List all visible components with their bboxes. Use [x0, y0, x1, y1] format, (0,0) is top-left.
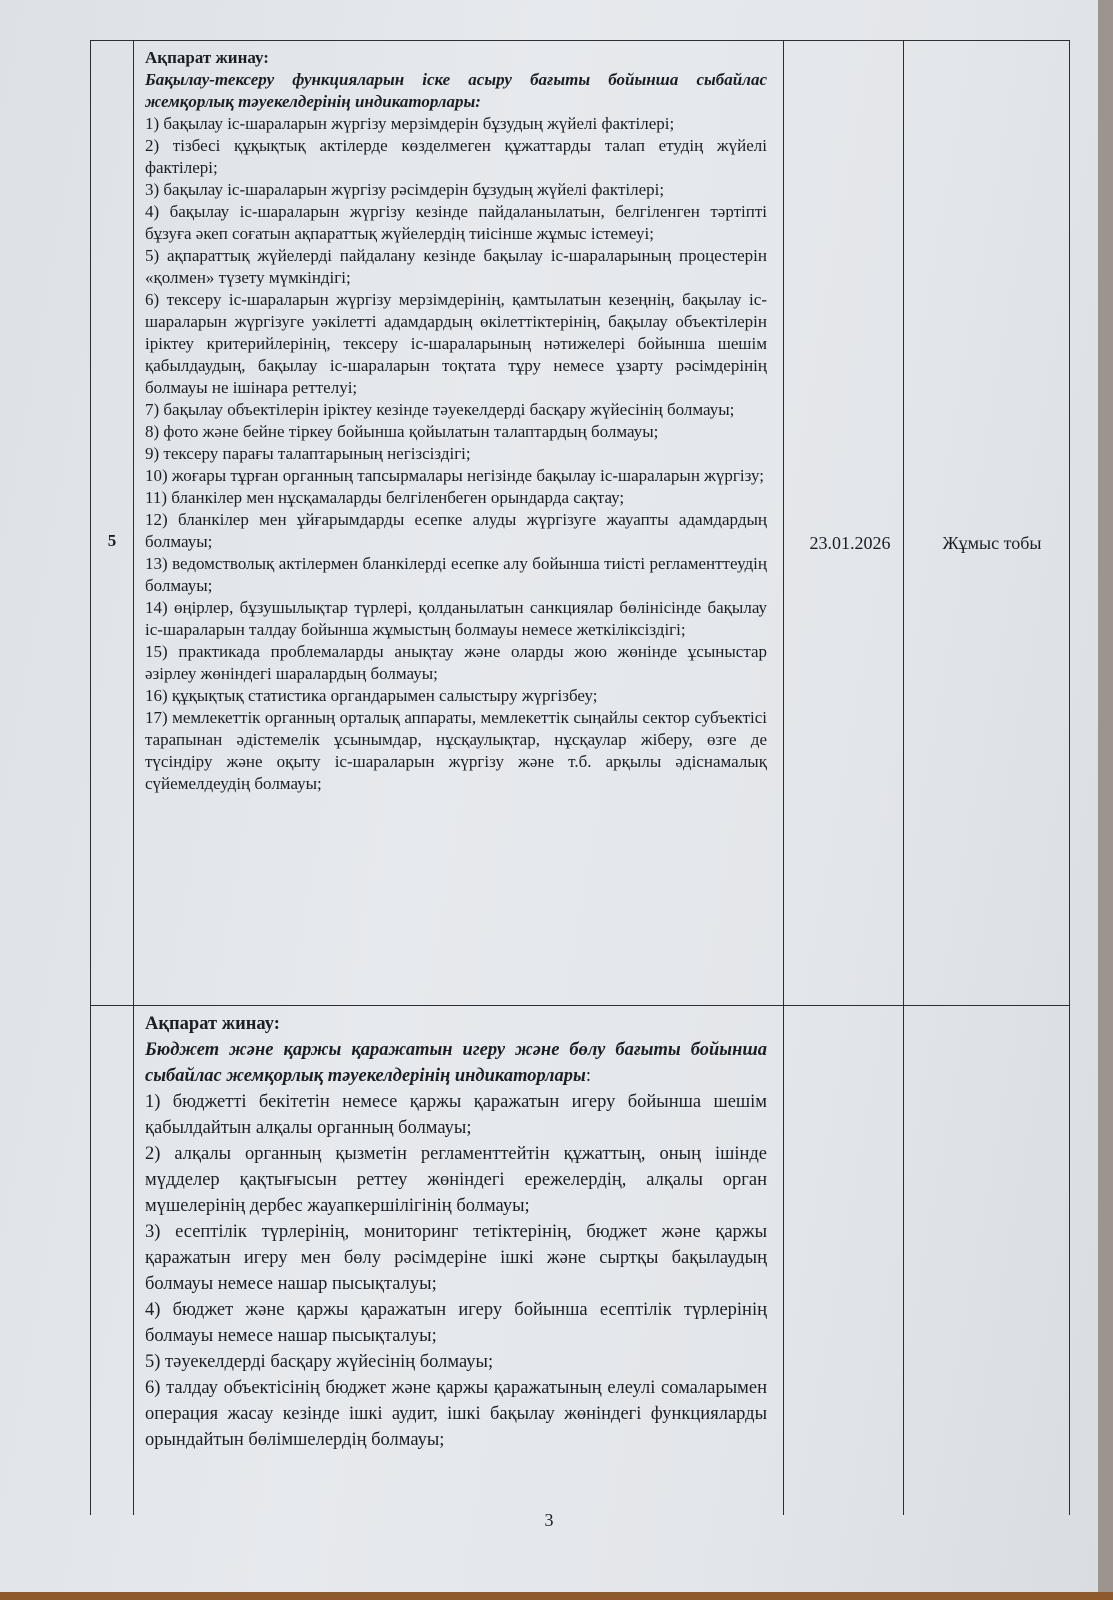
- indicator-item: 4) бақылау іс-шараларын жүргізу кезінде пайдаланылатын, белгіленген тәртіпті бұзуға әкеп соғатын ақпараттық жүйелердің тиісінше жұмыс істемеуі;: [145, 202, 767, 243]
- indicator-item: 17) мемлекеттік органның орталық аппараты, мемлекеттік сыңайлы сектор субъектісі тарапынан әдістемелік ұсынымдар, нұсқаулықтар, нұсқаулар жіберу, өзге де түсіндіру және оқыту іс-шараларын жүргізу және т.б. арқылы әдіснамалық сүйемелдеудің болмауы;: [145, 708, 767, 793]
- indicator-item: 2) алқалы органның қызметін регламенттейтін құжаттың, оның ішінде мүдделер қақтығысын реттеу жөніндегі ережелердің, алқалы орган мүшелерінің дербес жауапкершілігінің болмауы;: [145, 1144, 767, 1216]
- row5-indicator-list: [145, 113, 767, 795]
- indicator-item: 12) бланкілер мен ұйғарымдарды есепке алуды жүргізуге жауапты адамдардың болмауы;: [145, 510, 767, 551]
- row6-subheading-colon: :: [585, 1066, 591, 1086]
- page-number: 3: [544, 1510, 554, 1530]
- row5-heading: Ақпарат жинау:: [145, 48, 269, 67]
- row6-subheading: Бюджет және қаржы қаражатын игеру және бөлу бағыты бойынша сыбайлас жемқорлық тәуекелдерінің индикаторлары: [145, 1040, 767, 1086]
- row-divider: [91, 1005, 1069, 1006]
- indicator-item: 15) практикада проблемаларды анықтау және оларды жою жөнінде ұсыныстар әзірлеу жөніндегі шаралардың болмауы;: [145, 642, 767, 683]
- row6-heading: Ақпарат жинау:: [145, 1014, 280, 1034]
- indicator-item: 10) жоғары тұрған органның тапсырмалары негізінде бақылау іс-шараларын жүргізу;: [145, 466, 764, 485]
- indicator-item: 1) бюджетті бекітетін немесе қаржы қаражатын игеру бойынша шешім қабылдайтын алқалы органның болмауы;: [145, 1092, 767, 1138]
- indicator-item: 5) тәуекелдерді басқару жүйесінің болмауы;: [145, 1352, 494, 1372]
- row6-indicator-list: [145, 1089, 767, 1453]
- indicator-item: 8) фото және бейне тіркеу бойынша қойылатын талаптардың болмауы;: [145, 422, 659, 441]
- indicator-item: 14) өңірлер, бұзушылықтар түрлері, қолданылатын санкциялар бөлінісінде бақылау іс-шараларын талдау бойынша жұмыстың болмауы немесе жеткіліксіздігі;: [145, 598, 767, 639]
- indicator-item: 6) талдау объектісінің бюджет және қаржы қаражатының елеулі сомаларымен операция жасау кезінде ішкі аудит, ішкі бақылау жөніндегі функцияларды орындайтын бөлімшелердің болмауы;: [145, 1378, 767, 1450]
- column-divider: [903, 41, 904, 1515]
- desk-edge: [0, 1592, 1113, 1600]
- indicator-item: 2) тізбесі құқықтық актілерде көзделмеген құжаттарды талап етудің жүйелі фактілері;: [145, 136, 767, 177]
- indicator-item: 3) есептілік түрлерінің, мониторинг тетіктерінің, бюджет және қаржы қаражатын игеру мен бөлу рәсімдеріне ішкі және сыртқы бақылаудың болмауы немесе нашар пысықталуы;: [145, 1222, 767, 1294]
- indicator-item: 16) құқықтық статистика органдарымен салыстыру жүргізбеу;: [145, 686, 598, 705]
- indicator-item: 7) бақылау объектілерін іріктеу кезінде тәуекелдерді басқару жүйесінің болмауы;: [145, 400, 735, 419]
- row6-content: [145, 1011, 767, 1453]
- indicator-item: 5) ақпараттық жүйелерді пайдалану кезінде бақылау іс-шараларының процестерін «қолмен» түзету мүмкіндігі;: [145, 246, 767, 287]
- column-divider: [133, 41, 134, 1515]
- indicator-item: 11) бланкілер мен нұсқамаларды белгіленбеген орындарда сақтау;: [145, 488, 625, 507]
- deadline-date: 23.01.2026: [809, 533, 891, 553]
- indicator-item: 9) тексеру парағы талаптарының негізсіздігі;: [145, 444, 471, 463]
- indicator-item: 4) бюджет және қаржы қаражатын игеру бойынша есептілік түрлерінің болмауы немесе нашар пысықталуы;: [145, 1300, 767, 1346]
- row5-subheading: Бақылау-тексеру функцияларын іске асыру бағыты бойынша сыбайлас жемқорлық тәуекелдерінің индикаторлары:: [145, 70, 767, 111]
- row5-content: [145, 47, 767, 795]
- plan-table: [90, 40, 1070, 1515]
- indicator-item: 13) ведомстволық актілермен бланкілерді есепке алу бойынша тиісті регламенттеудің болмауы;: [145, 554, 767, 595]
- responsible-party: Жұмыс тобы: [942, 533, 1042, 553]
- indicator-item: 6) тексеру іс-шараларын жүргізу мерзімдерінің, қамтылатын кезеңнің, бақылау іс-шараларын жүргізуге уәкілетті адамдардың өкілеттіктерінің, бақылау объектілерін іріктеу критерийлерінің, тексеру іс-шараларының нәтижелері бойынша шешім қабылдаудың, бақылау іс-шараларын тоқтата тұру немесе ұзарту рәсімдерінің болмауы не ішінара реттелуі;: [145, 290, 767, 397]
- row-number: 5: [107, 531, 117, 550]
- column-divider: [783, 41, 784, 1515]
- indicator-item: 3) бақылау іс-шараларын жүргізу рәсімдерін бұзудың жүйелі фактілері;: [145, 180, 665, 199]
- indicator-item: 1) бақылау іс-шараларын жүргізу мерзімдерін бұзудың жүйелі фактілері;: [145, 114, 675, 133]
